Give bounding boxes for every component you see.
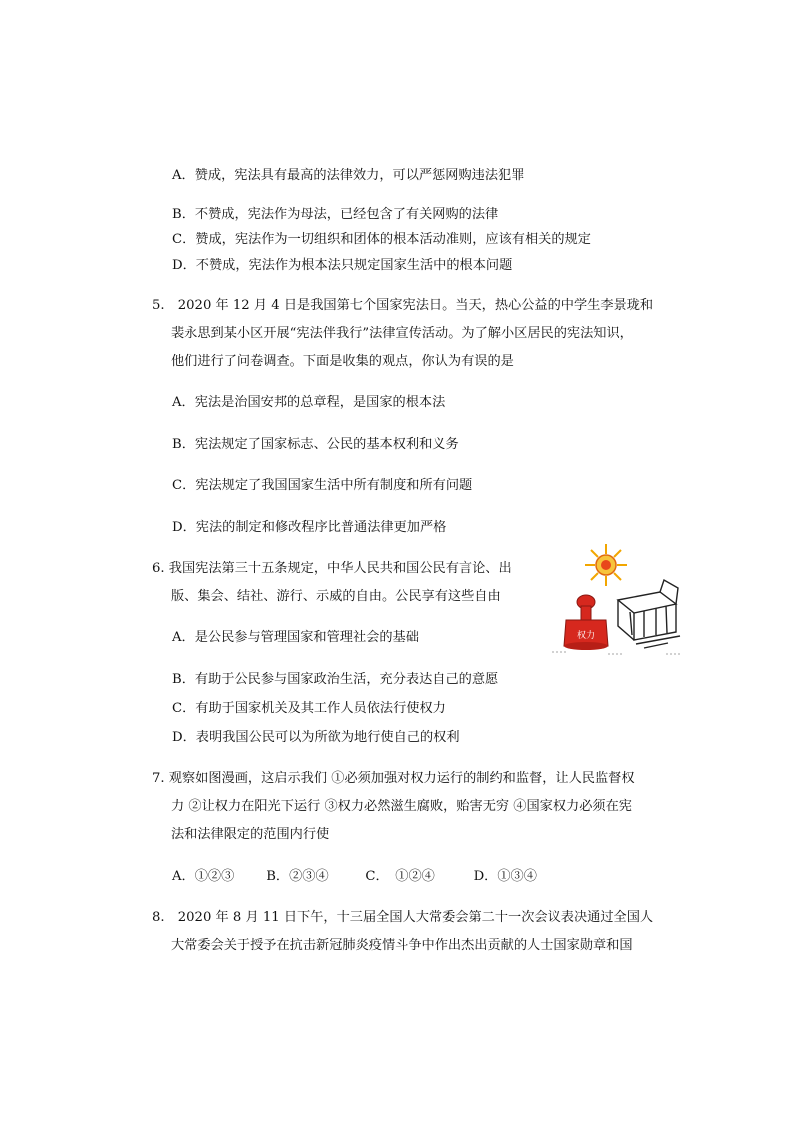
prev-option-a: A．赞成，宪法具有最高的法律效力，可以严惩网购违法犯罪: [172, 168, 525, 183]
q5-stem-line-3: 他们进行了问卷调查。下面是收集的观点，你认为有误的是: [171, 354, 514, 369]
q7-stem-line-3: 法和法律限定的范围内行使: [171, 827, 330, 842]
q7-option-d: D．①③④: [473, 869, 537, 884]
prev-option-d: D．不赞成，宪法作为根本法只规定国家生活中的根本问题: [172, 258, 513, 273]
power-stamp-cartoon: [548, 540, 688, 658]
q7-stem-line-1: 7. 观察如图漫画，这启示我们 ①必须加强对权力运行的制约和监督，让人民监督权: [152, 771, 635, 786]
sun-icon: [585, 544, 627, 586]
q5-stem-line-2: 裴永思到某小区开展“宪法伴我行”法律宣传活动。为了解小区居民的宪法知识，: [171, 326, 633, 341]
prev-option-c: C．赞成，宪法作为一切组织和团体的根本活动准则，应该有相关的规定: [172, 232, 591, 247]
q7-options: [172, 869, 537, 885]
q6-option-b: B．有助于公民参与国家政治生活，充分表达自己的意愿: [172, 672, 499, 687]
power-stamp-icon: [564, 595, 608, 650]
q5-option-c: C．宪法规定了我国国家生活中所有制度和所有问题: [172, 478, 473, 493]
q6-option-c: C．有助于国家机关及其工作人员依法行使权力: [172, 701, 446, 716]
q6-stem-line-1: 6. 我国宪法第三十五条规定，中华人民共和国公民有言论、出: [152, 561, 512, 576]
q5-option-a: A．宪法是治国安邦的总章程，是国家的根本法: [172, 395, 446, 410]
q6-option-a: A．是公民参与管理国家和管理社会的基础: [172, 630, 419, 645]
q7-option-c: C． ①②④: [365, 869, 435, 884]
q7-option-b: B．②③④: [266, 869, 329, 884]
stamp-label: 权力: [576, 631, 596, 641]
q6-stem-line-2: 版、集会、结社、游行、示威的自由。公民享有这些自由: [171, 589, 501, 604]
q7-option-a: A．①②③: [172, 869, 235, 884]
q8-stem-line-1: 8. 2020 年 8 月 11 日下午，十三届全国人大常委会第二十一次会议表决通过全国人: [152, 910, 654, 925]
q7-stem-line-2: 力 ②让权力在阳光下运行 ③权力必然滋生腐败，贻害无穷 ④国家权力必须在宪: [171, 799, 632, 814]
q5-stem-line-1: 5. 2020 年 12 月 4 日是我国第七个国家宪法日。当天，热心公益的中学生李景珑和: [152, 298, 654, 313]
q8-stem-line-2: 大常委会关于授予在抗击新冠肺炎疫情斗争中作出杰出贡献的人士国家勋章和国: [171, 938, 633, 953]
q5-option-b: B．宪法规定了国家标志、公民的基本权利和义务: [172, 437, 459, 452]
q5-option-d: D．宪法的制定和修改程序比普通法律更加严格: [172, 520, 447, 535]
q6-option-d: D．表明我国公民可以为所欲为地行使自己的权利: [172, 730, 460, 745]
box-icon: [618, 580, 680, 648]
prev-option-b: B．不赞成，宪法作为母法，已经包含了有关网购的法律: [172, 207, 499, 222]
